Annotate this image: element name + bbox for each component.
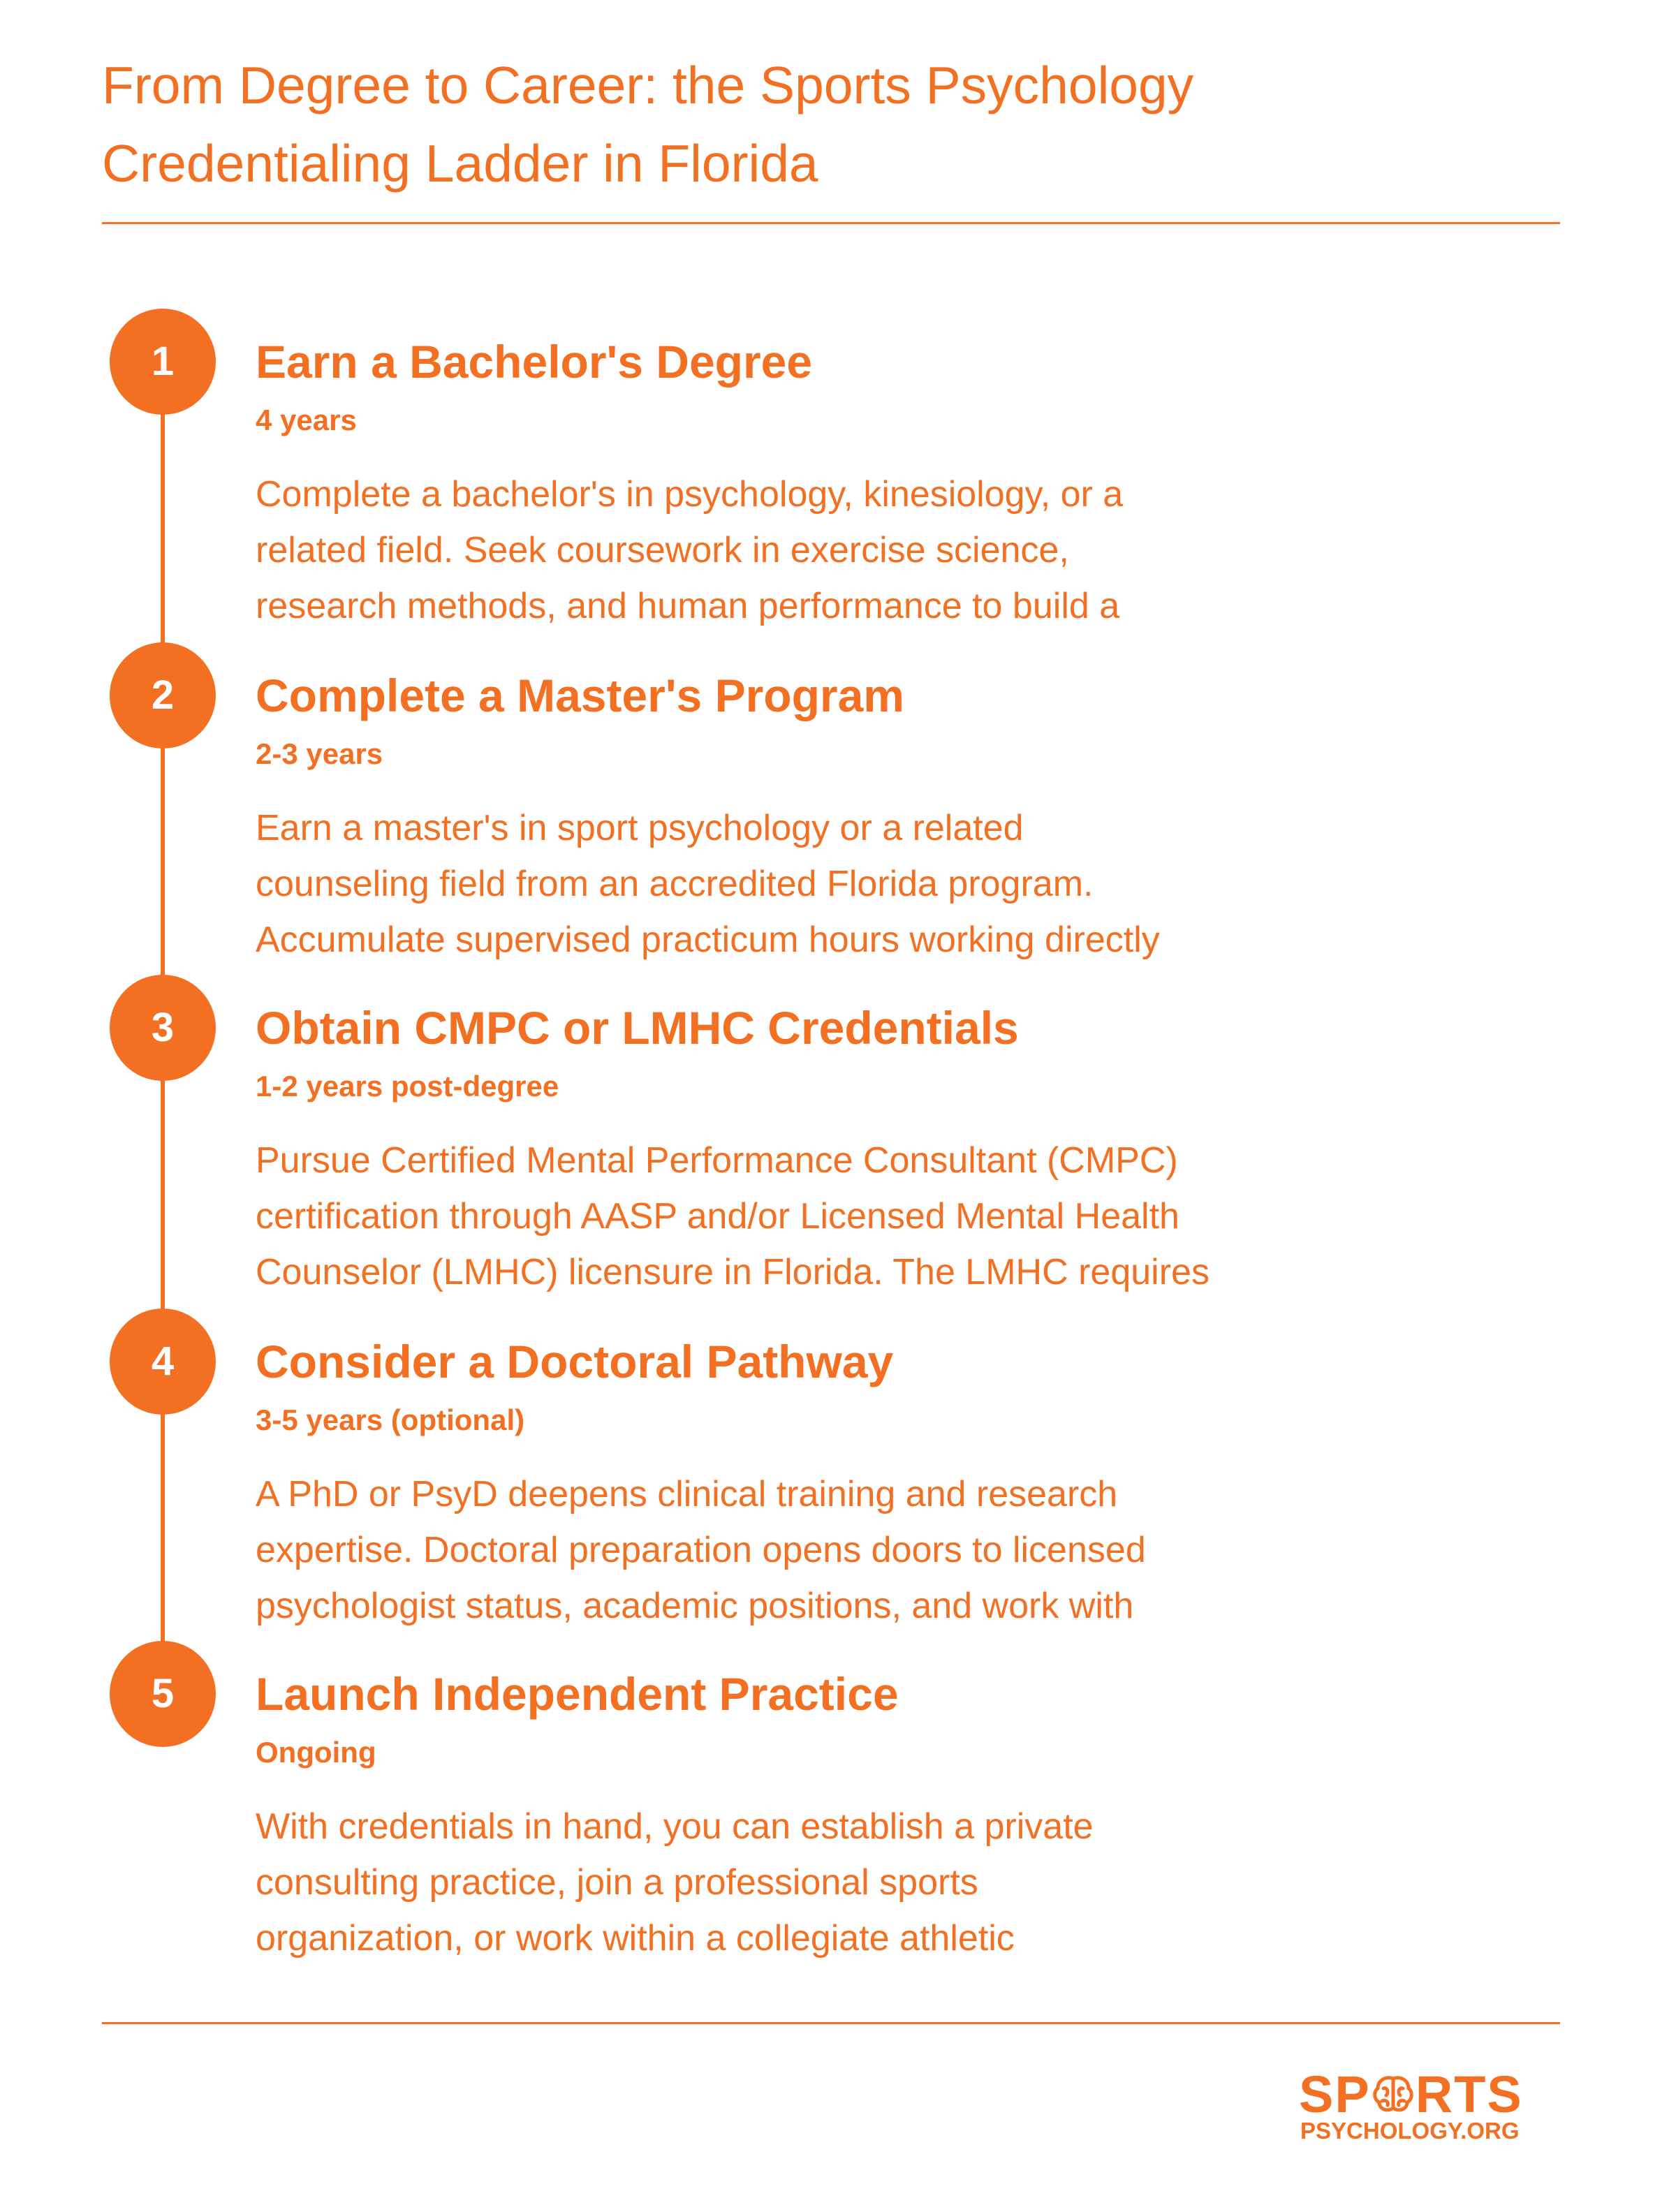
step-description bbox=[256, 1799, 1359, 1966]
logo-sports-wordmark bbox=[1299, 2067, 1523, 2123]
step-description-line: consulting practice, join a professional sports bbox=[256, 1862, 978, 1903]
logo-domain-text: PSYCHOLOGY.ORG bbox=[1300, 2118, 1520, 2144]
step-description-line: Pursue Certified Mental Performance Consultant (CMPC) bbox=[256, 1140, 1178, 1181]
step-description-line: With credentials in hand, you can establish a private bbox=[256, 1806, 1094, 1847]
step-number-badge: 5 bbox=[110, 1641, 216, 1747]
step-title: Complete a Master's Program bbox=[256, 670, 904, 721]
step-description-line: A PhD or PsyD deepens clinical training and research bbox=[256, 1474, 1118, 1514]
logo-sports-prefix: SP bbox=[1299, 2065, 1371, 2123]
sportspsychology-logo bbox=[1299, 2067, 1550, 2158]
step-number-badge: 4 bbox=[110, 1308, 216, 1415]
step-title: Launch Independent Practice bbox=[256, 1668, 899, 1720]
step-description-line: psychologist status, academic positions, and work with bbox=[256, 1586, 1134, 1626]
step-duration: 4 years bbox=[256, 404, 357, 436]
step-number-badge: 3 bbox=[110, 975, 216, 1081]
bottom-divider bbox=[102, 2022, 1560, 2024]
step-description-line: related field. Seek coursework in exercise science, bbox=[256, 530, 1069, 570]
step-description-line: Complete a bachelor's in psychology, kinesiology, or a bbox=[256, 474, 1124, 515]
step-title: Earn a Bachelor's Degree bbox=[256, 336, 813, 388]
step-4 bbox=[0, 1000, 1676, 1626]
logo-sports-suffix: RTS bbox=[1415, 2065, 1523, 2123]
step-description-line: Counselor (LMHC) licensure in Florida. The LMHC requires bbox=[256, 1252, 1210, 1292]
step-description-line: expertise. Doctoral preparation opens doors to licensed bbox=[256, 1530, 1146, 1570]
step-description-line: Accumulate supervised practicum hours working directly bbox=[256, 920, 1160, 960]
step-description-line: Earn a master's in sport psychology or a related bbox=[256, 808, 1024, 848]
step-number-badge: 1 bbox=[110, 309, 216, 415]
step-number-badge: 2 bbox=[110, 642, 216, 749]
step-description-line: research methods, and human performance to build a bbox=[256, 586, 1120, 626]
step-duration: Ongoing bbox=[256, 1736, 376, 1769]
step-title: Consider a Doctoral Pathway bbox=[256, 1336, 894, 1387]
step-description-line: certification through AASP and/or Licensed Mental Health bbox=[256, 1196, 1179, 1237]
step-duration: 1-2 years post-degree bbox=[256, 1070, 559, 1103]
brain-icon bbox=[1371, 2073, 1416, 2115]
step-description-line: organization, or work within a collegiate athletic bbox=[256, 1918, 1015, 1959]
step-description-line: counseling field from an accredited Florida program. bbox=[256, 864, 1094, 904]
page-title-line-1: From Degree to Career: the Sports Psychology bbox=[102, 56, 1194, 115]
step-2 bbox=[0, 334, 1676, 960]
step-duration: 3-5 years (optional) bbox=[256, 1403, 525, 1436]
step-3 bbox=[0, 666, 1676, 1292]
step-title: Obtain CMPC or LMHC Credentials bbox=[256, 1002, 1019, 1054]
page-title-line-2: Credentialing Ladder in Florida bbox=[102, 134, 818, 193]
step-duration: 2-3 years bbox=[256, 737, 383, 770]
step-1 bbox=[0, 0, 1676, 626]
step-5 bbox=[0, 1332, 1676, 1959]
